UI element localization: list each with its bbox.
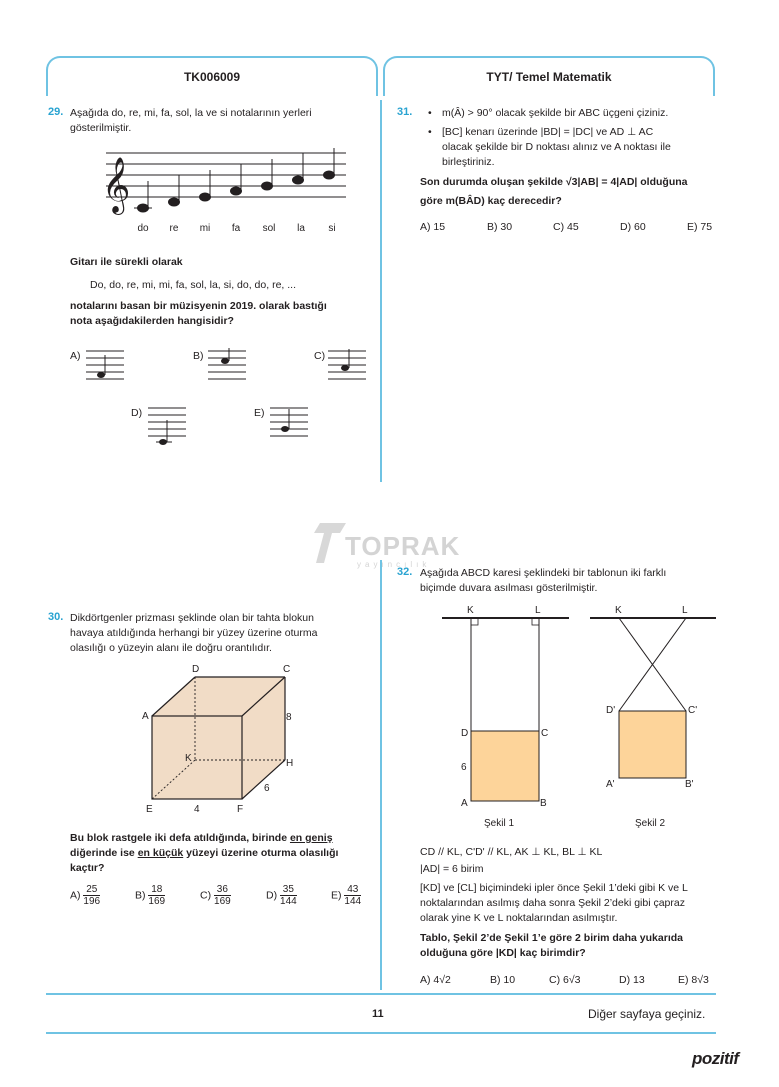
vertex-a: A (142, 711, 149, 722)
fig1-l: L (535, 605, 541, 616)
q32-body-2: noktalarından asılmış daha sonra Şekil 2’deki gibi çapraz (420, 897, 685, 909)
q31-option-c[interactable]: C) 45 (553, 221, 579, 233)
q30-line-2: havaya atıldığında herhangi bir yüzey üzerine oturma (70, 627, 318, 639)
q29-number: 29. (48, 106, 64, 118)
q31-option-e[interactable]: E) 75 (687, 221, 713, 233)
q30-line-1: Dikdörtgenler prizması şeklinde olan bir tahta blokun (70, 612, 314, 624)
footer-line-top (46, 993, 716, 995)
q30-number: 30. (48, 611, 64, 623)
q32-option-c[interactable]: C) 6√3 (549, 974, 581, 986)
q31-option-a[interactable]: A) 15 (420, 221, 446, 233)
vertex-e: E (146, 804, 153, 815)
fig2-b-prime: B' (685, 779, 694, 790)
fig1-c: C (541, 728, 549, 739)
fig2-c-prime: C' (688, 705, 698, 716)
svg-text:𝄞: 𝄞 (102, 159, 131, 212)
q32-line-1: Aşağıda ABCD karesi şeklindeki bir tablonun iki farklı (420, 567, 667, 579)
fig2-l: L (682, 605, 688, 616)
q32-option-a[interactable]: A) 4√2 (420, 974, 451, 986)
q32-option-d[interactable]: D) 13 (619, 974, 645, 986)
fig2-caption: Şekil 2 (635, 818, 666, 829)
q30-option-d[interactable]: D) $\frac{35}{144}$ (266, 884, 297, 907)
fig2-a-prime: A' (606, 779, 615, 790)
q30-prism-figure (140, 660, 310, 818)
column-divider-bottom (380, 560, 382, 990)
q31-question-2: göre m(BÂD) kaç derecedir? (420, 195, 562, 207)
q31-question-1: Son durumda oluşan şekilde √3|AB| = 4|AD| olduğuna (420, 176, 688, 188)
note-name-mi: mi (199, 223, 211, 234)
vertex-c: C (283, 664, 291, 675)
q32-body-1: [KD] ve [CL] biçimindeki ipler önce Şekil 1’deki gibi K ve L (420, 882, 688, 894)
vertex-d: D (192, 664, 200, 675)
q29-question-2: nota aşağıdakilerden hangisidir? (70, 315, 234, 327)
q32-question-1: Tablo, Şekil 2’de Şekil 1’e göre 2 birim daha yukarıda (420, 932, 683, 944)
note-name-fa: fa (231, 223, 241, 234)
q29-option-b-label[interactable]: B) (193, 350, 204, 362)
q29-option-d-staff[interactable] (146, 405, 190, 447)
fig1-b: B (540, 798, 547, 809)
q30-option-c[interactable]: C) $\frac{36}{169}$ (200, 884, 231, 907)
q30-option-b[interactable]: B) $\frac{18}{169}$ (135, 884, 166, 907)
q32-line-2: biçimde duvara asılması gösterilmiştir. (420, 582, 598, 594)
exam-code: TK006009 (183, 70, 241, 84)
fig2-d-prime: D' (606, 705, 616, 716)
fig2-k: K (615, 605, 622, 616)
q29-option-e-label[interactable]: E) (254, 407, 265, 419)
q32-body-3: olarak yine K ve L noktalarından asılmıştır. (420, 912, 618, 924)
q29-option-a-staff[interactable] (84, 348, 128, 384)
q29-option-e-staff[interactable] (268, 405, 312, 441)
q30-line-3: olasılığı o yüzeyin alanı ile doğru orantılıdır. (70, 642, 272, 654)
note-name-si: si (328, 223, 336, 234)
q31-bullet-1-dot: • (428, 107, 432, 119)
q29-intro-1: Aşağıda do, re, mi, fa, sol, la ve si notalarının yerleri (70, 107, 312, 119)
q29-option-b-staff[interactable] (206, 348, 250, 384)
q32-question-2: olduğuna göre |KD| kaç birimdir? (420, 947, 586, 959)
next-page-text: Diğer sayfaya geçiniz. (588, 1007, 706, 1021)
footer-line-bottom (46, 1032, 716, 1034)
length-8: 8 (286, 712, 292, 723)
q29-option-c-label[interactable]: C) (314, 350, 326, 362)
q32-figure-1 (438, 600, 573, 835)
q32-option-b[interactable]: B) 10 (490, 974, 516, 986)
q31-bullet-2-dot: • (428, 126, 432, 138)
length-6: 6 (264, 783, 270, 794)
q30-question-2: diğerinde ise en küçük yüzeyi üzerine oturma olasılığı (70, 847, 339, 859)
vertex-f: F (237, 804, 244, 815)
q32-option-e[interactable]: E) 8√3 (678, 974, 709, 986)
vertex-k: K (185, 753, 192, 764)
watermark-text: TOPRAK (345, 531, 461, 561)
brand-logo: pozitif (692, 1049, 739, 1068)
q31-bullet-2-line-3: birleştiriniz. (442, 156, 495, 168)
q29-option-d-label[interactable]: D) (131, 407, 143, 419)
vertex-h: H (286, 758, 294, 769)
q32-figure-2 (588, 600, 718, 800)
q30-option-a[interactable]: A) $\frac{25}{196}$ (70, 884, 101, 907)
fig1-caption: Şekil 1 (484, 818, 515, 829)
q31-bullet-2-line-2: olacak şekilde bir D noktası alınız ve A noktası ile (442, 141, 671, 153)
q31-number: 31. (397, 106, 413, 118)
fig1-d: D (461, 728, 469, 739)
column-divider-top (380, 100, 382, 482)
note-name-do: do (137, 223, 149, 234)
q32-number: 32. (397, 566, 413, 578)
q30-option-e[interactable]: E) $\frac{43}{144}$ (331, 884, 362, 907)
q32-condition-1: CD // KL, C'D' // KL, AK ⊥ KL, BL ⊥ KL (420, 846, 603, 858)
q29-sequence: Do, do, re, mi, mi, fa, sol, la, si, do, do, re, ... (90, 279, 296, 291)
length-4: 4 (194, 804, 200, 815)
q29-option-c-staff[interactable] (326, 348, 370, 384)
subject-title: TYT/ Temel Matematik (486, 70, 612, 84)
q29-option-a-label[interactable]: A) (70, 350, 81, 362)
q31-option-b[interactable]: B) 30 (487, 221, 513, 233)
q29-staff-figure (98, 145, 358, 240)
watermark-subtext: yayıncılık (357, 560, 431, 569)
fig1-k: K (467, 605, 474, 616)
q31-option-d[interactable]: D) 60 (620, 221, 646, 233)
page-number: 11 (372, 1008, 384, 1020)
q29-question-1: notalarını basan bir müzisyenin 2019. olarak bastığı (70, 300, 327, 312)
note-name-sol: sol (262, 223, 276, 234)
q31-bullet-1: m(Â) > 90° olacak şekilde bir ABC üçgeni çiziniz. (442, 107, 669, 119)
note-name-la: la (297, 223, 305, 234)
q31-bullet-2-line-1: [BC] kenarı üzerinde |BD| = |DC| ve AD ⊥ AC (442, 126, 654, 138)
q32-condition-2: |AD| = 6 birim (420, 863, 484, 875)
fig1-6: 6 (461, 762, 467, 773)
note-name-re: re (169, 223, 179, 234)
q29-intro-2: gösterilmiştir. (70, 122, 132, 134)
q30-question-1: Bu blok rastgele iki defa atıldığında, birinde en geniş (70, 832, 333, 844)
fig1-a: A (461, 798, 468, 809)
q29-guitar: Gitarı ile sürekli olarak (70, 256, 183, 268)
q30-question-3: kaçtır? (70, 862, 105, 874)
